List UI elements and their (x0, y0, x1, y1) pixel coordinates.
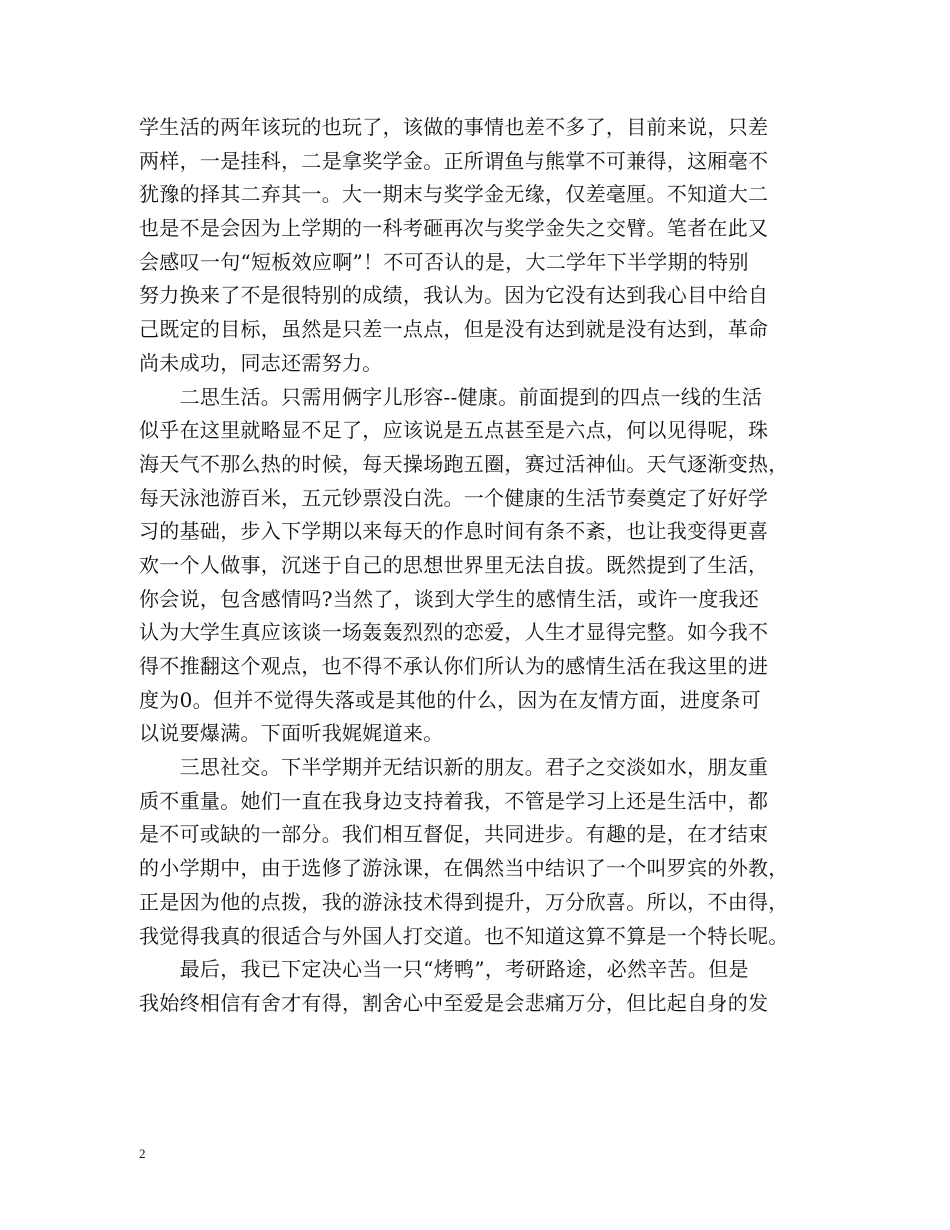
text-line: 以说要爆满。下面听我娓娓道来。 (139, 721, 444, 746)
text-line: 会感叹一句“短板效应啊”！不可否认的是，大二学年下半学期的特别 (139, 249, 749, 274)
text-line: 己既定的目标，虽然是只差一点点，但是没有达到就是没有达到，革命 (139, 317, 769, 342)
text-line: 尚未成功，同志还需努力。 (139, 350, 383, 375)
text-line: 认为大学生真应该谈一场轰轰烈烈的恋爱，人生才显得完整。如今我不 (139, 620, 769, 645)
text-line: 二思生活。只需用俩字儿形容--健康。前面提到的四点一线的生活 (139, 384, 763, 409)
text-line: 正是因为他的点拨，我的游泳技术得到提升，万分欣喜。所以，不由得， (139, 889, 789, 914)
page-number: 2 (139, 1146, 146, 1161)
text-line: 度为0。但并不觉得失落或是其他的什么，因为在友情方面，进度条可 (139, 687, 762, 712)
text-line: 学生活的两年该玩的也玩了，该做的事情也差不多了，目前来说，只差 (139, 115, 769, 139)
body-text (139, 111, 829, 1021)
text-line: 欢一个人做事，沉迷于自己的思想世界里无法自拔。既然提到了生活， (139, 552, 769, 577)
text-line: 质不重量。她们一直在我身边支持着我，不管是学习上还是生活中，都 (139, 788, 769, 813)
text-line: 三思社交。下半学期并无结识新的朋友。君子之交淡如水，朋友重 (139, 755, 769, 780)
text-line: 海天气不那么热的时候，每天操场跑五圈，赛过活神仙。天气逐渐变热， (139, 451, 789, 476)
text-line: 似乎在这里就略显不足了，应该说是五点甚至是六点，何以见得呢，珠 (139, 418, 769, 443)
text-line: 努力换来了不是很特别的成绩，我认为。因为它没有达到我心目中给自 (139, 283, 769, 308)
text-line: 犹豫的择其二弃其一。大一期末与奖学金无缘，仅差毫厘。不知道大二 (139, 182, 769, 207)
text-line: 是不可或缺的一部分。我们相互督促，共同进步。有趣的是，在才结束 (139, 822, 769, 847)
text-line: 得不推翻这个观点，也不得不承认你们所认为的感情生活在我这里的进 (139, 654, 769, 678)
text-line: 每天泳池游百米，五元钞票没白洗。一个健康的生活节奏奠定了好好学 (139, 485, 769, 510)
text-line: 习的基础，步入下学期以来每天的作息时间有条不紊，也让我变得更喜 (139, 519, 769, 544)
text-line: 两样，一是挂科，二是拿奖学金。正所谓鱼与熊掌不可兼得，这厢毫不 (139, 148, 769, 173)
text-line: 我始终相信有舍才有得，割舍心中至爱是会悲痛万分，但比起自身的发 (139, 990, 769, 1015)
text-line: 的小学期中，由于选修了游泳课，在偶然当中结识了一个叫罗宾的外教， (139, 856, 789, 881)
text-line: 你会说，包含感情吗?当然了，谈到大学生的感情生活，或许一度我还 (139, 586, 760, 611)
text-line: 我觉得我真的很适合与外国人打交道。也不知道这算不算是一个特长呢。 (139, 923, 789, 948)
text-line: 最后，我已下定决心当一只“烤鸭”，考研路途，必然辛苦。但是 (139, 957, 749, 982)
text-line: 也是不是会因为上学期的一科考砸再次与奖学金失之交臂。笔者在此又 (139, 216, 769, 241)
